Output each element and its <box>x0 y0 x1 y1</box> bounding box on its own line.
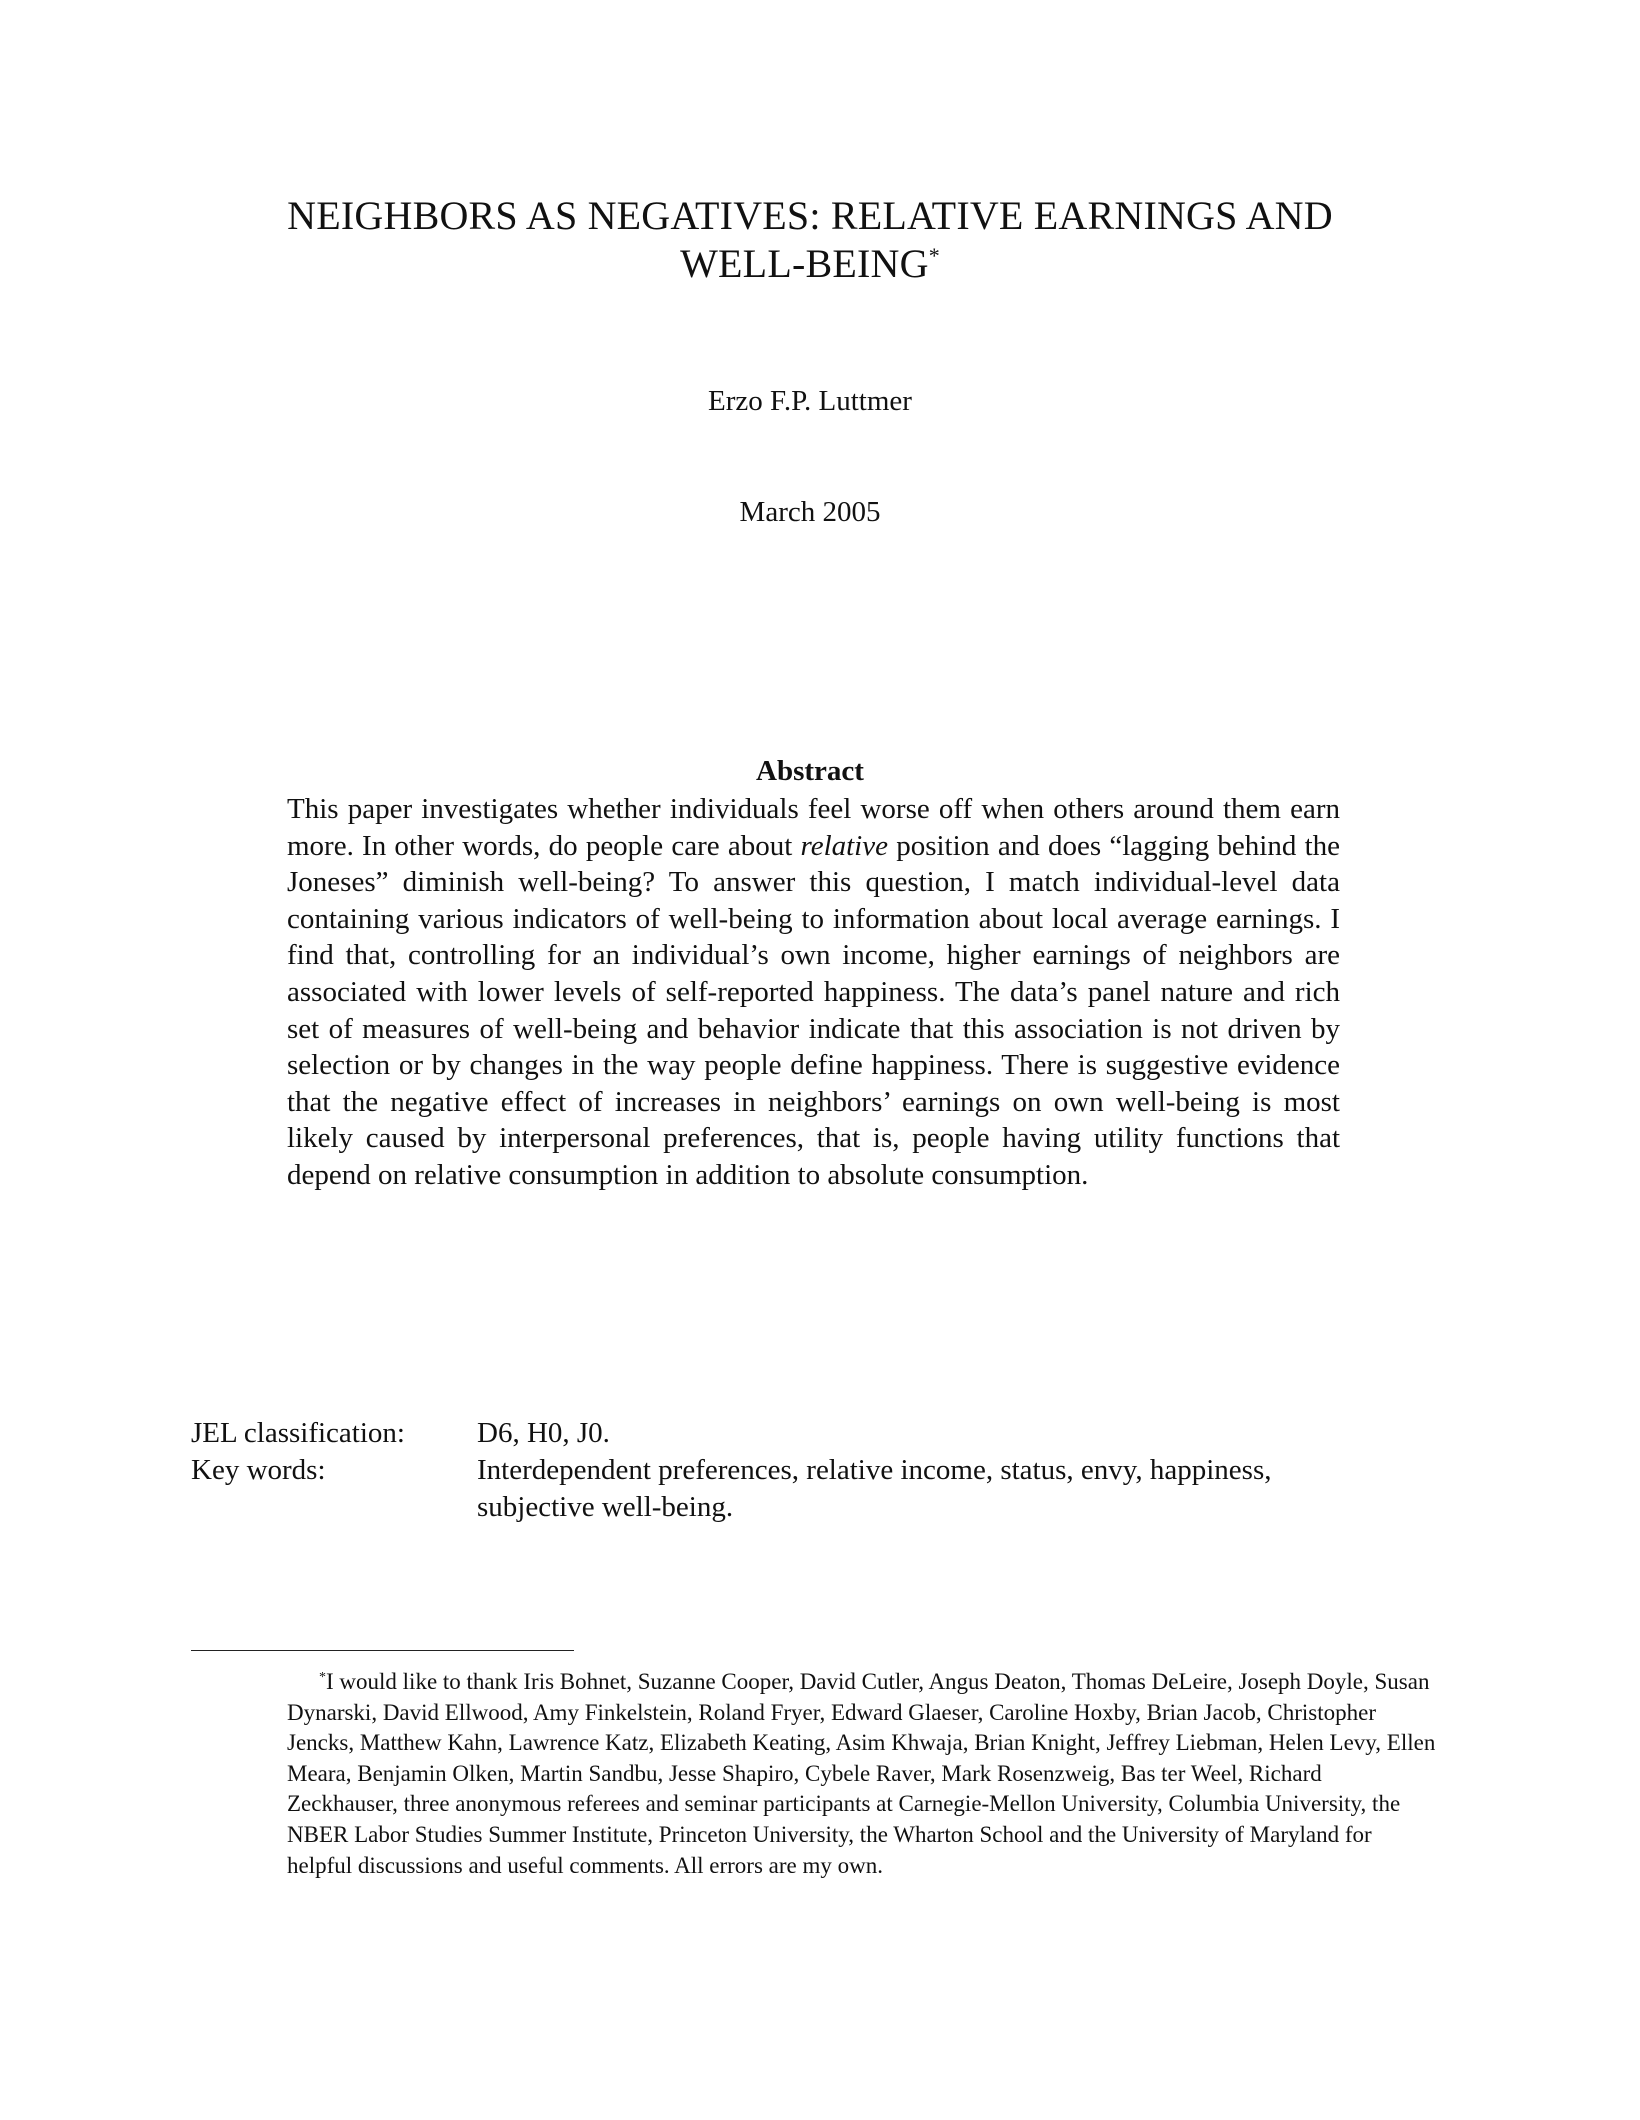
title-line-2 <box>200 240 1420 288</box>
paper-title <box>200 192 1420 288</box>
abstract-italic-word: relative <box>800 829 888 862</box>
abstract-heading: Abstract <box>756 755 864 787</box>
keywords-value: Interdependent preferences, relative income, status, envy, happiness, subjective well-being. <box>477 1454 1272 1523</box>
jel-label: JEL classification: <box>191 1417 405 1449</box>
footnote-text: I would like to thank Iris Bohnet, Suzanne Cooper, David Cutler, Angus Deaton, Thomas DeLeire, Joseph Doyle, Susan Dynarski, David Ellwood, Amy Finkelstein, Roland Fryer, Edward Glaeser, Caroline Hoxby, Brian Jacob, Christopher Jencks, Matthew Kahn, Lawrence Katz, Elizabeth Keating, Asim Khwaja, Brian Knight, Jeffrey Liebman, Helen Levy, Ellen Meara, Benjamin Olken, Martin Sandbu, Jesse Shapiro, Cybele Raver, Mark Rosenzweig, Bas ter Weel, Richard Zeckhauser, three anonymous referees and seminar participants at Carnegie-Mellon University, Columbia University, the NBER Labor Studies Summer Institute, Princeton University, the Wharton School and the University of Maryland for helpful discussions and useful comments. All errors are my own. <box>287 1669 1436 1878</box>
abstract-body <box>287 791 1340 1194</box>
title-line-1: NEIGHBORS AS NEGATIVES: RELATIVE EARNINGS AND <box>287 193 1333 238</box>
abstract-text-part-1: This paper investigates whether individuals feel worse off when others around them earn more. In other words, do people care about <box>287 793 1340 862</box>
abstract-text-part-2: position and does “lagging behind the Joneses” diminish well-being? To answer this question, I match individual-level data containing various indicators of well-being to information about local average earnings. I find that, controlling for an individual’s own income, higher earnings of neighbors are associated with lower levels of self-reported happiness. The data’s panel nature and rich set of measures of well-being and behavior indicate that this association is not driven by selection or by changes in the way people define happiness. There is suggestive evidence that the negative effect of increases in neighbors’ earnings on own well-being is most likely caused by interpersonal preferences, that is, people having utility functions that depend on relative consumption in addition to absolute consumption. <box>287 829 1341 1191</box>
jel-row <box>191 1415 1341 1452</box>
footnote-marker: * <box>319 1670 326 1685</box>
keywords-label: Key words: <box>191 1454 326 1486</box>
footnote-divider <box>191 1650 574 1651</box>
keywords-row <box>191 1452 1341 1526</box>
title-footnote-marker: * <box>928 243 940 268</box>
jel-value: D6, H0, J0. <box>477 1417 610 1449</box>
publication-date: March 2005 <box>739 496 881 528</box>
author-name: Erzo F.P. Luttmer <box>708 385 912 417</box>
classification-block <box>191 1415 1341 1526</box>
footnote <box>287 1667 1437 1881</box>
title-line-2-text: WELL-BEING <box>680 241 929 286</box>
